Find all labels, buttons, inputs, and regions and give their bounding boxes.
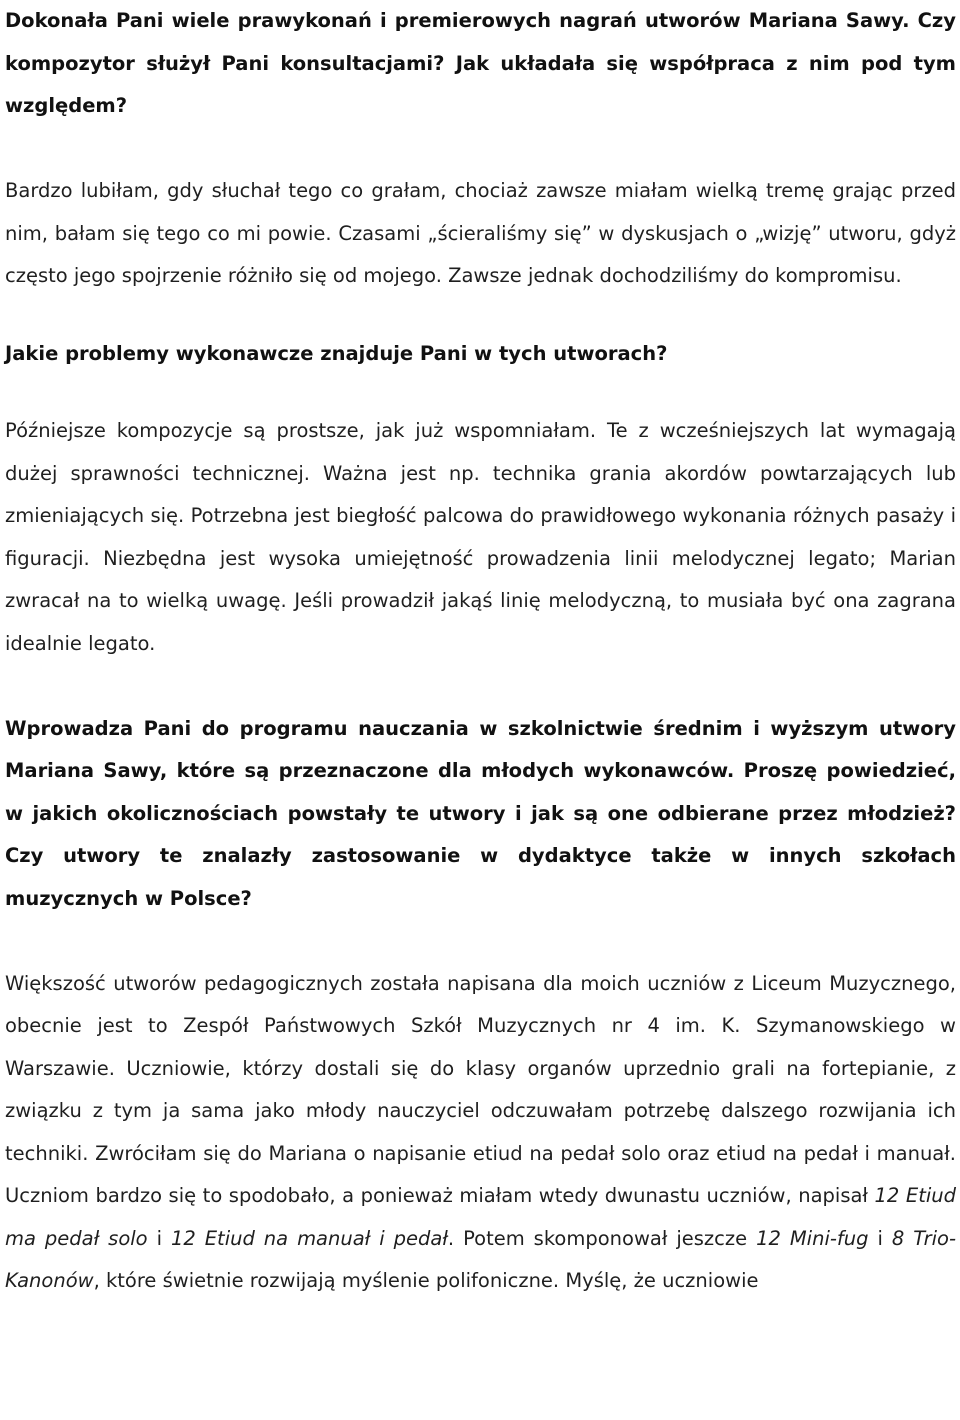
paragraph-gap [5,128,956,171]
paragraph-gap [5,920,956,963]
paragraph-gap [5,298,956,333]
interview-question-1: Dokonała Pani wiele prawykonań i premierowych nagrań utworów Mariana Sawy. Czy kompozytor służył Pani konsultacjami? Jak układała się współpraca z nim pod tym względem? [5,9,956,117]
work-title: 12 Etiud ma pedał solo [5,1184,956,1250]
interview-question-2: Jakie problemy wykonawcze znajduje Pani w tych utworach? [5,341,668,365]
work-title: 12 Etiud na manuał i pedał [170,1226,448,1250]
answer-text: , które świetnie rozwijają myślenie polifoniczne. Myślę, że uczniowie [93,1269,759,1292]
interview-answer-1: Bardzo lubiłam, gdy słuchał tego co grałam, chociaż zawsze miałam wielką tremę grając przed nim, bałam się tego co mi powie. Czasami „ścieraliśmy się” w dyskusjach o „wizję” utworu, gdyż często jego spojrzenie różniło się od mojego. Zawsze jednak dochodziliśmy do kompromisu. [5,179,956,287]
work-title: 8 Trio-Kanonów [5,1226,957,1292]
interview-answer-3 [5,963,956,1303]
answer-text: Większość utworów pedagogicznych została napisana dla moich uczniów z Liceum Muzycznego, obecnie jest to Zespół Państwowych Szkół Muzycznych nr 4 im. K. Szymanowskiego w Warszawie. Uczniowie, którzy dostali się do klasy organów uprzednio grali na fortepianie, z związku z tym ja sama jako młody nauczyciel odczuwałam potrzebę dalszego rozwijania ich techniki. Zwróciłam się do Mariana o napisanie etiud na pedał solo oraz etiud na pedał i manuał. Uczniom bardzo się to spodobało, a ponieważ miałam wtedy dwunastu uczniów, napisał [5,971,956,1207]
work-title: 12 Mini-fug [756,1226,869,1250]
paragraph-gap [5,375,956,410]
interview-question-3: Wprowadza Pani do programu nauczania w szkolnictwie średnim i wyższym utwory Mariana Sawy, które są przeznaczone dla młodych wykonawców. Proszę powiedzieć, w jakich okolicznościach powstały te utwory i jak są one odbierane przez młodzież? Czy utwory te znalazły zastosowanie w dydaktyce także w innych szkołach muzycznych w Polsce? [5,716,956,910]
answer-text: i [147,1226,171,1250]
paragraph-gap [5,665,956,708]
interview-answer-2: Późniejsze kompozycje są prostsze, jak już wspomniałam. Te z wcześniejszych lat wymagają dużej sprawności technicznej. Ważna jest np. technika grania akordów powtarzających lub zmieniających się. Potrzebna jest biegłość palcowa do prawidłowego wykonania różnych pasaży i figuracji. Niezbędna jest wysoka umiejętność prowadzenia linii melodycznej legato; Marian zwracał na to wielką uwagę. Jeśli prowadził jakąś linię melodyczną, to musiała być ona zagrana idealnie legato. [5,419,956,655]
answer-text: i [868,1226,892,1250]
answer-text: . Potem skomponował jeszcze [447,1226,757,1250]
